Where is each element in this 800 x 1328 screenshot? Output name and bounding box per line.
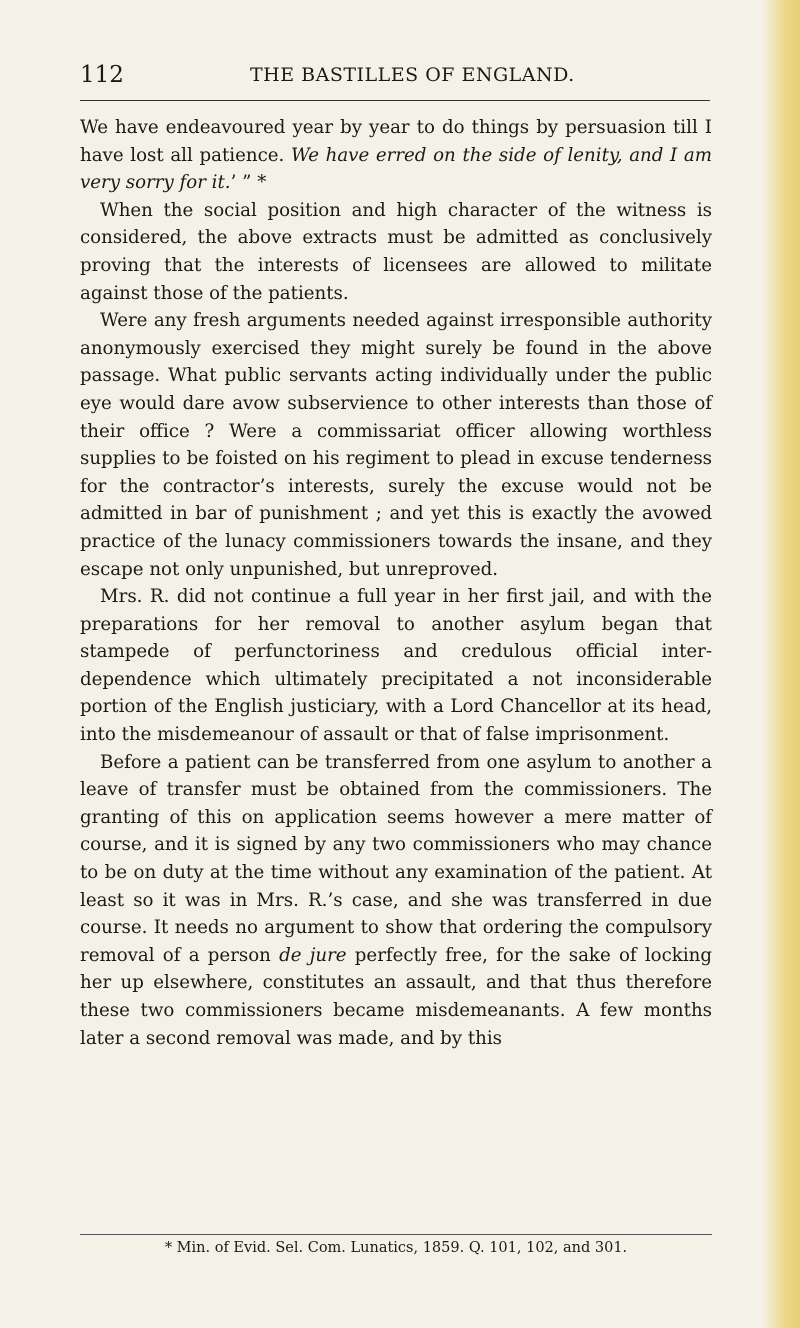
- paragraph: [80, 749, 712, 1053]
- paragraph: When the social position and high character of the witness is considered, the above extracts must be admitted as conclusively proving that the interests of licensees are allowed to militate against those of the patients.: [80, 199, 712, 304]
- footnote: * Min. of Evid. Sel. Com. Lunatics, 1859. Q. 101, 102, and 301.: [164, 1240, 628, 1256]
- running-head: THE BASTILLES OF ENGLAND.: [250, 64, 575, 86]
- body-text: [80, 114, 712, 1052]
- page-number: 112: [80, 62, 124, 88]
- italic-term: de jure: [279, 944, 347, 966]
- paragraph: Were any fresh arguments needed against irresponsible authority anonymously exercised they might surely be found in the above passage. What public servants acting individually under the public eye would dare avow subservience to other interests than those of their office ? Were a commissariat officer allowing worthless supplies to be foisted on his regiment to plead in excuse tenderness for the contractor’s interests, surely the excuse would not be admitted in bar of punishment ; and yet this is exactly the avowed practice of the lunacy commissioners towards the insane, and they escape not only unpunished, but unreproved.: [80, 310, 712, 580]
- page-edge: [762, 0, 800, 1328]
- header-rule: [80, 100, 710, 101]
- paragraph-text: ’ ” *: [230, 172, 267, 194]
- paragraph-text: perfectly free, for the sake of locking her up elsewhere, constitutes an assault, and that thus therefore these two commissioners became misdemeanants. A few months later a second removal was made, and by this: [80, 944, 712, 1049]
- paragraph-text: Before a patient can be transferred from one asylum to another a leave of transfer must be obtained from the commissioners. The granting of this on application seems however a mere matter of course, and it is signed by any two commissioners who may chance to be on duty at the time without any examination of the patient. At least so it was in Mrs. R.’s case, and she was transferred in due course. It needs no argument to show that ordering the compulsory removal of a person: [80, 751, 712, 966]
- paragraph: Mrs. R. did not continue a full year in her first jail, and with the preparations for her removal to another asylum began that stampede of perfunctoriness and credulous official inter-dependence which ultimately precipitated a not inconsiderable portion of the English justiciary, with a Lord Chancellor at its head, into the misdemeanour of assault or that of false imprisonment.: [80, 586, 712, 746]
- page-header: [80, 62, 710, 92]
- footnote-rule: [80, 1234, 712, 1235]
- italic-quote: We have erred on the side of lenity, and I am very sorry for it.: [80, 144, 713, 194]
- paragraph-quote-end: [80, 114, 712, 197]
- paragraph-text: We have endeavoured year by year to do things by persuasion till I have lost all patience.: [80, 117, 712, 166]
